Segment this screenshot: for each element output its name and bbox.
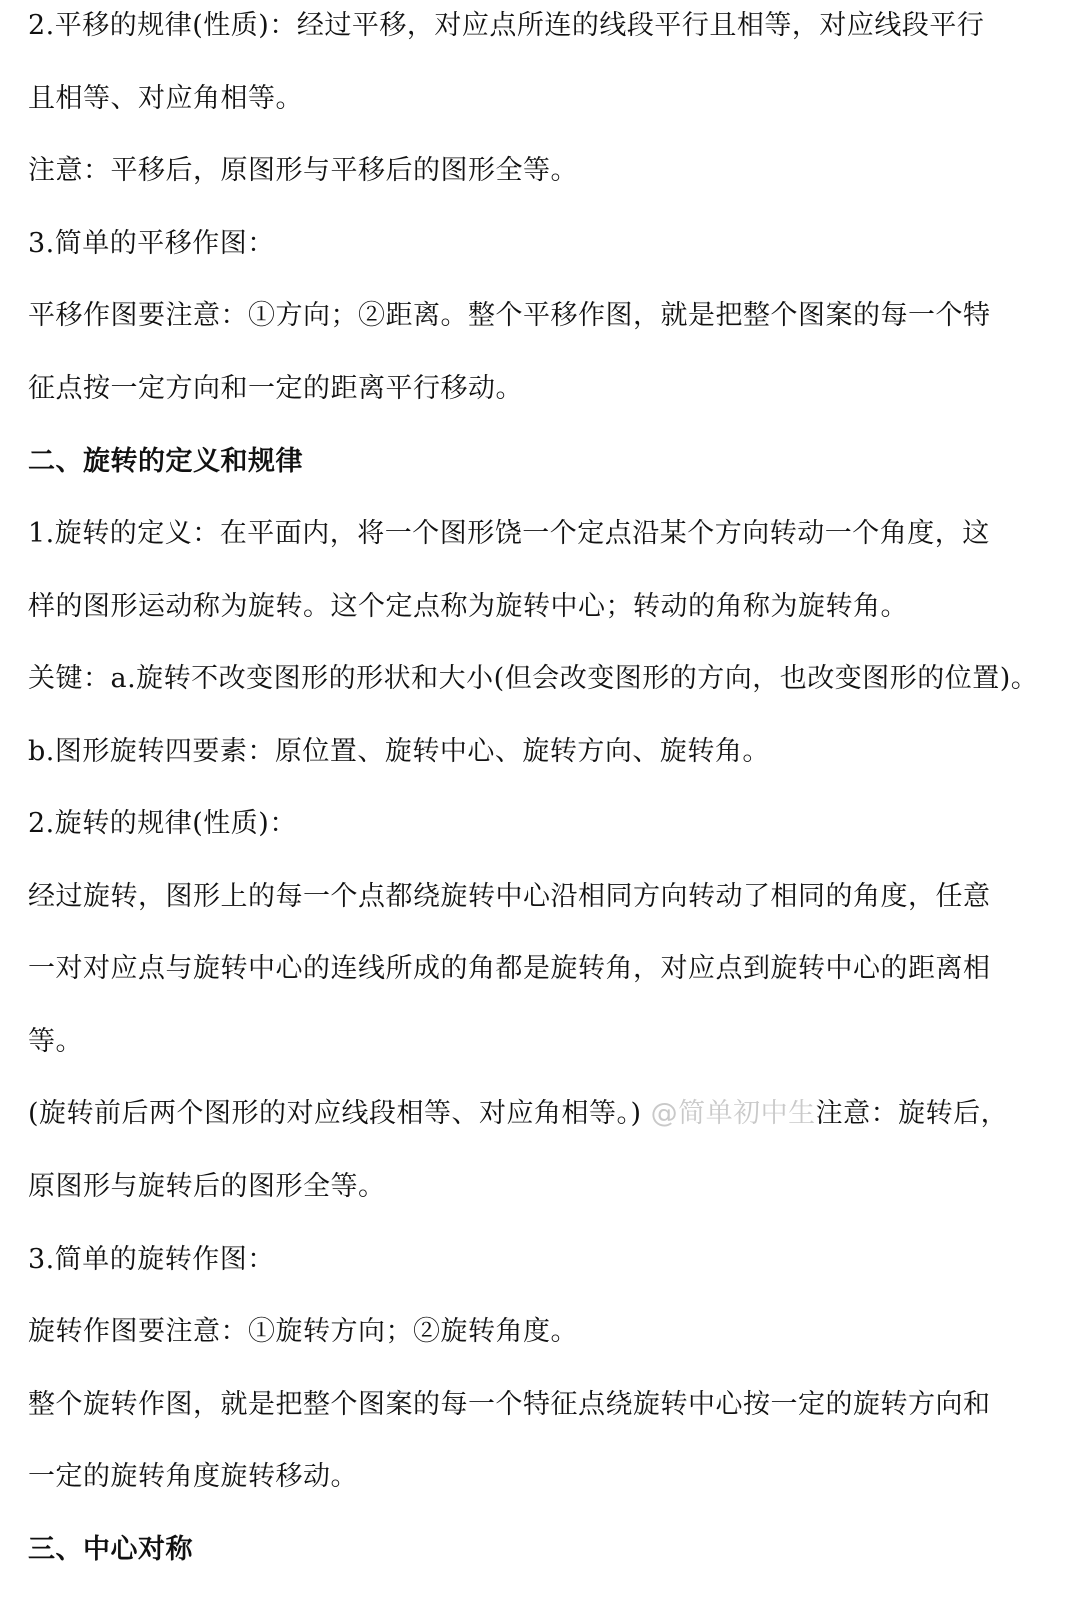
text-line: 一对对应点与旋转中心的连线所成的角都是旋转角，对应点到旋转中心的距离相 (28, 953, 991, 984)
watermark: @简单初中生 (650, 1098, 816, 1129)
text-line: 注意：平移后，原图形与平移后的图形全等。 (28, 155, 578, 186)
text-line: 且相等、对应角相等。 (28, 83, 303, 114)
text-segment: 注意：旋转后， (815, 1098, 1009, 1129)
text-line: 3.简单的旋转作图： (28, 1244, 275, 1275)
text-line: 关键：a.旋转不改变图形的形状和大小(但会改变图形的方向，也改变图形的位置)。 (28, 663, 1039, 694)
text-line: 等。 (28, 1026, 83, 1057)
text-line: 2.平移的规律(性质)：经过平移，对应点所连的线段平行且相等，对应线段平行 (28, 10, 985, 41)
text-line-with-watermark (28, 1094, 1068, 1134)
text-line: 3.简单的平移作图： (28, 228, 275, 259)
text-line: 征点按一定方向和一定的距离平行移动。 (28, 373, 523, 404)
section-heading-central-symmetry: 三、中心对称 (28, 1534, 193, 1565)
text-line: 2.旋转的规律(性质)： (28, 808, 297, 839)
section-heading-rotation: 二、旋转的定义和规律 (28, 446, 303, 477)
text-line: 一定的旋转角度旋转移动。 (28, 1461, 358, 1492)
text-line: 1.旋转的定义：在平面内，将一个图形饶一个定点沿某个方向转动一个角度，这 (28, 518, 990, 549)
text-line: 整个旋转作图，就是把整个图案的每一个特征点绕旋转中心按一定的旋转方向和 (28, 1389, 991, 1420)
text-line: 经过旋转，图形上的每一个点都绕旋转中心沿相同方向转动了相同的角度，任意 (28, 881, 991, 912)
text-line: 样的图形运动称为旋转。这个定点称为旋转中心；转动的角称为旋转角。 (28, 591, 908, 622)
text-line: 旋转作图要注意：①旋转方向；②旋转角度。 (28, 1316, 578, 1347)
text-segment: (旋转前后两个图形的对应线段相等、对应角相等。) (28, 1098, 642, 1129)
text-line: 平移作图要注意：①方向；②距离。整个平移作图，就是把整个图案的每一个特 (28, 300, 991, 331)
text-line: 原图形与旋转后的图形全等。 (28, 1171, 386, 1202)
text-line: b.图形旋转四要素：原位置、旋转中心、旋转方向、旋转角。 (28, 736, 770, 767)
